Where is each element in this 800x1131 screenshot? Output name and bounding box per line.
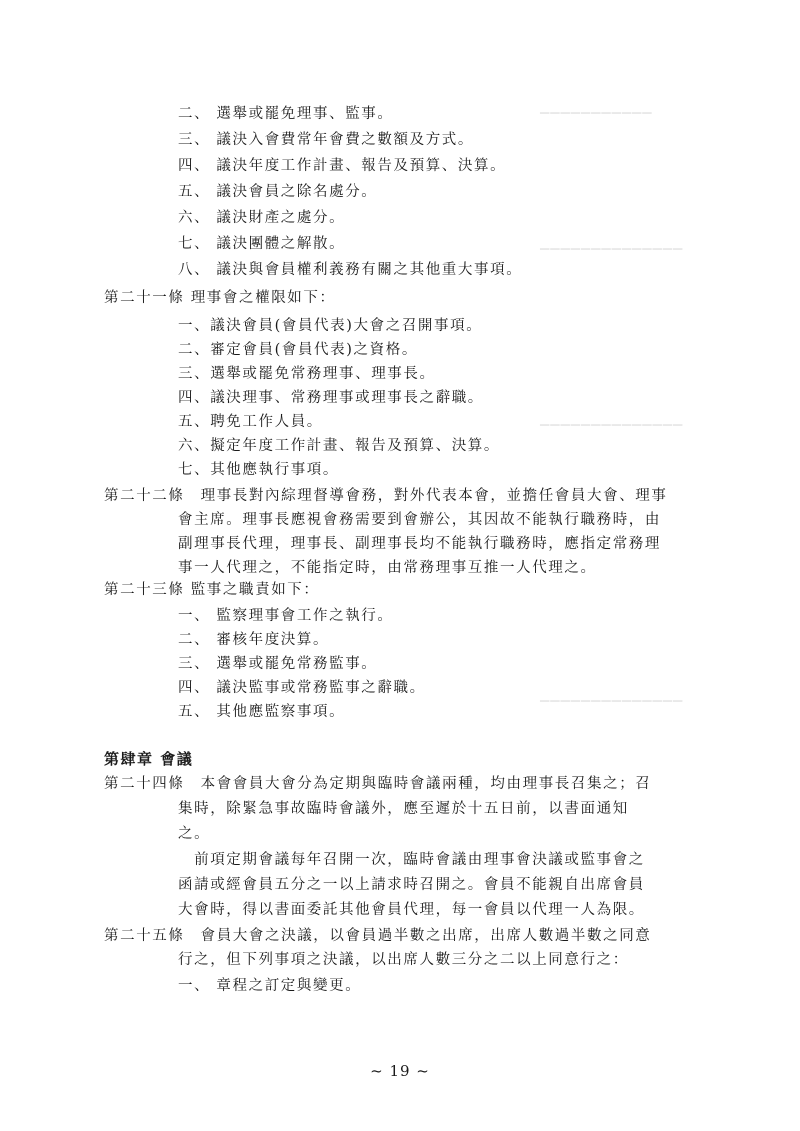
article22-heading: 第二十二條 理事長對內綜理督導會務，對外代表本會，並擔任會員大會、理事 [104,488,668,504]
article22-line-3: 副理事長代理，理事長、副理事長均不能執行職務時，應指定常務理 [178,536,661,552]
article21-item-1: 一、議決會員(會員代表)大會之召開事項。 [178,318,483,334]
article21-item-4: 四、議決理事、常務理事或理事長之辭職。 [178,390,484,406]
bleed-through-text: ▁▁▁▁▁▁▁▁▁▁▁▁▁▁ [540,688,684,702]
article20-item-2: 二、 選舉或罷免理事、監事。 [178,106,394,122]
article24-paragraph2-line-3: 大會時，得以書面委託其他會員代理，每一會員以代理一人為限。 [178,902,645,918]
article22-line-4: 事一人代理之，不能指定時，由常務理事互推一人代理之。 [178,560,597,576]
article24-paragraph2-line-2: 函請或經會員五分之一以上請求時召開之。會員不能親自出席會員 [178,877,645,893]
article23-item-5: 五、 其他應監察事項。 [178,704,346,720]
article20-item-6: 六、 議決財產之處分。 [178,210,346,226]
article21-item-3: 三、選舉或罷免常務理事、理事長。 [178,366,436,382]
article20-item-7: 七、 議決團體之解散。 [178,236,346,252]
article22-line-2: 會主席。理事長應視會務需要到會辦公，其因故不能執行職務時，由 [178,512,661,528]
article24-heading: 第二十四條 本會會員大會分為定期與臨時會議兩種，均由理事長召集之；召 [104,776,652,792]
article25-heading: 第二十五條 會員大會之決議，以會員過半數之出席，出席人數過半數之同意 [104,928,652,944]
article21-item-5: 五、聘免工作人員。 [178,414,323,430]
article23-item-4: 四、 議決監事或常務監事之辭職。 [178,680,426,696]
bleed-through-text: ▁▁▁▁▁▁▁▁▁▁▁▁▁▁ [540,412,684,426]
article25-item-1: 一、 章程之訂定與變更。 [178,978,362,994]
article21-item-6: 六、擬定年度工作計畫、報告及預算、決算。 [178,438,500,454]
article21-item-2: 二、審定會員(會員代表)之資格。 [178,342,418,358]
bleed-through-text: ▁▁▁▁▁▁▁▁▁▁▁ [540,100,653,114]
article24-line-3: 之。 [178,826,211,842]
article20-item-3: 三、 議決入會費常年會費之數額及方式。 [178,132,475,148]
page-number: ~ 19 ~ [370,1062,430,1080]
article23-item-1: 一、 監察理事會工作之執行。 [178,608,394,624]
article23-heading: 第二十三條 監事之職責如下： [104,582,320,598]
article25-line-2: 行之，但下列事項之決議，以出席人數三分之二以上同意行之： [178,952,629,968]
article23-item-2: 二、 審核年度決算。 [178,632,330,648]
article24-paragraph2-line-1: 前項定期會議每年召開一次，臨時會議由理事會決議或監事會之 [178,852,645,868]
bleed-through-text: ▁▁▁▁▁▁▁▁▁▁▁▁▁▁ [540,236,684,250]
article21-heading: 第二十一條 理事會之權限如下： [104,290,336,306]
article23-item-3: 三、 選舉或罷免常務監事。 [178,656,378,672]
article20-item-5: 五、 議決會員之除名處分。 [178,184,378,200]
chapter-heading: 第肆章 會議 [104,750,194,768]
article20-item-8: 八、 議決與會員權利義務有關之其他重大事項。 [178,262,523,278]
article24-line-2: 集時，除緊急事故臨時會議外，應至遲於十五日前，以書面通知 [178,801,629,817]
article21-item-7: 七、其他應執行事項。 [178,462,339,478]
article20-item-4: 四、 議決年度工作計畫、報告及預算、決算。 [178,158,507,174]
